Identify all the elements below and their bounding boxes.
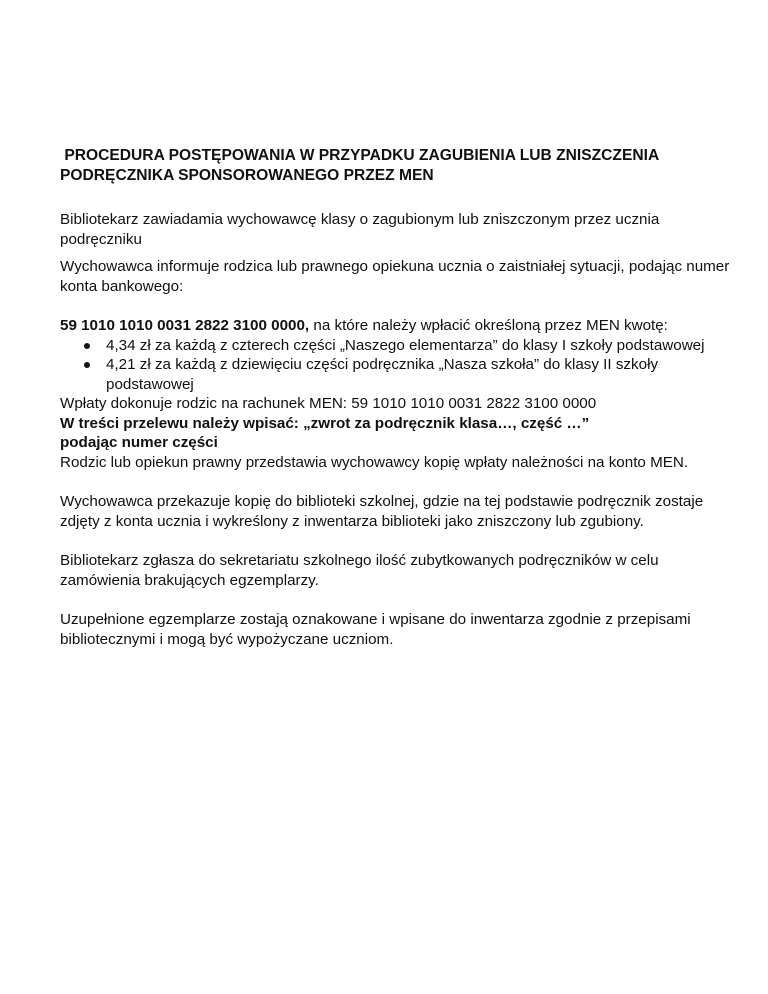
paragraph-account (60, 316, 740, 336)
fee-item-2: 4,21 zł za każdą z dziewięciu części podręcznika „Nasza szkoła” do klasy II szkoły podstawowej (106, 356, 659, 393)
account-number: 59 1010 1010 0031 2822 3100 0000, (60, 317, 310, 334)
bullet-icon (84, 362, 90, 368)
list-item (106, 355, 740, 394)
list-item (106, 336, 740, 356)
account-description: na które należy wpłacić określoną przez MEN kwotę: (309, 317, 668, 334)
fee-item-1: 4,34 zł za każdą z czterech części „Naszego elementarza” do klasy I szkoły podstawowej (106, 336, 705, 354)
paragraph-transfer-note: podając numer części (60, 434, 218, 451)
paragraph-librarian-notice: Bibliotekarz zawiadamia wychowawcę klasy o zagubionym lub zniszczonym przez ucznia podręczniku (60, 211, 660, 248)
paragraph-library-update: Wychowawca przekazuje kopię do biblioteki szkolnej, gdzie na tej podstawie podręcznik zostaje zdjęty z konta ucznia i wykreślony z inwentarza biblioteki jako zniszczony lub zgubiony. (60, 493, 704, 530)
title-line-1: PROCEDURA POSTĘPOWANIA W PRZYPADKU ZAGUBIENIA LUB ZNISZCZENIA (60, 147, 660, 164)
fee-list (60, 336, 740, 395)
document-page (60, 146, 740, 649)
paragraph-proof: Rodzic lub opiekun prawny przedstawia wychowawcy kopię wpłaty należności na konto MEN. (60, 453, 689, 471)
paragraph-replacement: Uzupełnione egzemplarze zostają oznakowane i wpisane do inwentarza zgodnie z przepisami bibliotecznymi i mogą być wypożyczane uczniom. (60, 611, 691, 648)
bullet-icon (84, 343, 90, 349)
paragraph-transfer-title: W treści przelewu należy wpisać: „zwrot za podręcznik klasa…, część …” (60, 414, 590, 432)
paragraph-secretariat: Bibliotekarz zgłasza do sekretariatu szkolnego ilość zubytkowanych podręczników w celu zamówienia brakujących egzemplarzy. (60, 552, 659, 589)
document-title (60, 146, 740, 186)
title-line-2: PODRĘCZNIKA SPONSOROWANEGO PRZEZ MEN (60, 167, 434, 184)
paragraph-teacher-informs: Wychowawca informuje rodzica lub prawnego opiekuna ucznia o zaistniałej sytuacji, podając numer konta bankowego: (60, 258, 730, 295)
paragraph-payment: Wpłaty dokonuje rodzic na rachunek MEN: 59 1010 1010 0031 2822 3100 0000 (60, 395, 597, 412)
